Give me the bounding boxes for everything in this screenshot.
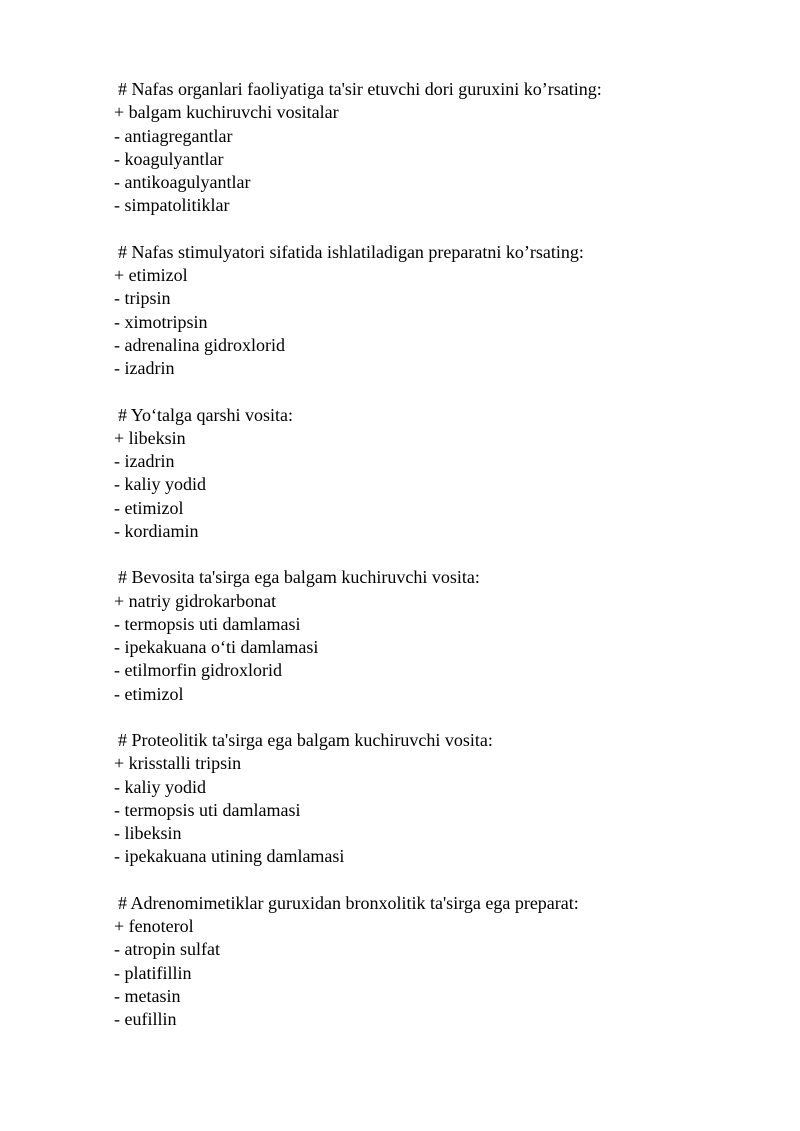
answer-option: - etimizol bbox=[114, 683, 184, 704]
answer-option: - izadrin bbox=[114, 451, 175, 471]
question-list bbox=[114, 78, 734, 1055]
answer-option: - ipekakuana utining damlamasi bbox=[114, 846, 345, 867]
question-block bbox=[114, 892, 734, 1032]
answer-option: - kaliy yodid bbox=[114, 776, 206, 797]
answer-option: - termopsis uti damlamasi bbox=[114, 613, 301, 634]
answer-option: - adrenalina gidroxlorid bbox=[114, 334, 285, 355]
answer-option: - etilmorfin gidroxlorid bbox=[114, 660, 282, 681]
question-block bbox=[114, 566, 734, 706]
question-text: # Adrenomimetiklar guruxidan bronxolitik ta'sirga ega preparat: bbox=[118, 892, 579, 913]
answer-option: - ipekakuana o‘ti damlamasi bbox=[114, 637, 319, 657]
answer-option-correct: + etimizol bbox=[114, 265, 188, 285]
answer-option: - atropin sulfat bbox=[114, 939, 220, 960]
answer-option-correct: + natriy gidrokarbonat bbox=[114, 590, 277, 611]
answer-option: - eufillin bbox=[114, 1009, 177, 1029]
answer-option: - simpatolitiklar bbox=[114, 195, 230, 216]
question-block bbox=[114, 404, 734, 544]
answer-option: - metasin bbox=[114, 985, 181, 1006]
question-text: # Proteolitik ta'sirga ega balgam kuchiruvchi vosita: bbox=[118, 730, 493, 750]
question-text: # Nafas organlari faoliyatiga ta'sir etuvchi dori guruxini ko’rsating: bbox=[118, 79, 602, 99]
answer-option: - koagulyantlar bbox=[114, 148, 224, 169]
answer-option: - antikoagulyantlar bbox=[114, 172, 251, 192]
question-block bbox=[114, 241, 734, 381]
question-block bbox=[114, 729, 734, 869]
answer-option-correct: + balgam kuchiruvchi vositalar bbox=[114, 102, 339, 123]
answer-option: - tripsin bbox=[114, 288, 171, 309]
answer-option: - antiagregantlar bbox=[114, 125, 233, 146]
answer-option: - etimizol bbox=[114, 497, 184, 518]
answer-option: - platifillin bbox=[114, 962, 192, 983]
answer-option-correct: + fenoterol bbox=[114, 916, 194, 936]
answer-option: - kaliy yodid bbox=[114, 474, 206, 495]
answer-option-correct: + krisstalli tripsin bbox=[114, 753, 242, 774]
answer-option-correct: + libeksin bbox=[114, 427, 186, 448]
answer-option: - izadrin bbox=[114, 358, 175, 378]
answer-option: - kordiamin bbox=[114, 520, 199, 541]
answer-option: - termopsis uti damlamasi bbox=[114, 799, 301, 820]
answer-option: - libeksin bbox=[114, 823, 182, 843]
answer-option: - ximotripsin bbox=[114, 311, 208, 332]
question-text: # Bevosita ta'sirga ega balgam kuchiruvchi vosita: bbox=[118, 567, 480, 588]
question-block bbox=[114, 78, 734, 218]
question-text: # Yo‘talga qarshi vosita: bbox=[118, 404, 293, 425]
question-text: # Nafas stimulyatori sifatida ishlatiladigan preparatni ko’rsating: bbox=[118, 241, 584, 262]
